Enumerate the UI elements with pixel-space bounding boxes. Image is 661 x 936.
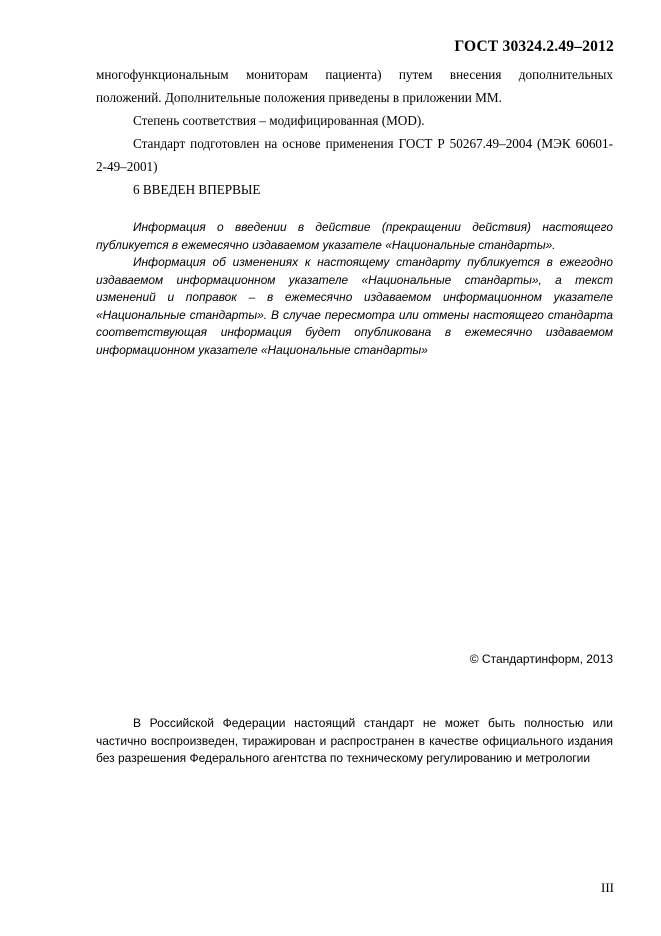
page-number: III	[601, 880, 614, 895]
continuation-line-1: многофункциональным мониторам пациента) путем внесения дополнительных	[96, 67, 613, 82]
publication-info-paragraph-2: Информация об изменениях к настоящему стандарту публикуется в ежегодно издаваемом информационном указателе «Национальные стандарты», а текст изменений и поправок – в ежемесячно издаваемом информационном указателе «Национальные стандарты». В случае пересмотра или отмены настоящего стандарта соответствующая информация будет опубликована в ежемесячно издаваемом информационном указателе «Национальные стандарты»	[96, 255, 613, 357]
reproduction-rights-notice: В Российской Федерации настоящий стандарт не может быть полностью или частично воспроизведен, тиражирован и распространен в качестве официального издания без разрешения Федерального агентства по техническому регулированию и метрологии	[96, 716, 613, 765]
continuation-line-2: положений. Дополнительные положения приведены в приложении ММ.	[96, 90, 502, 105]
introduced-first-time: 6 ВВЕДЕН ВПЕРВЫЕ	[133, 182, 261, 197]
copyright-notice: © Стандартинформ, 2013	[469, 652, 613, 666]
main-text-block	[96, 63, 613, 201]
prepared-basis-line-2: 2-49–2001)	[96, 159, 158, 174]
standard-code-header: ГОСТ 30324.2.49–2012	[454, 38, 614, 55]
publication-info-block	[96, 219, 613, 359]
publication-info-paragraph-1: Информация о введении в действие (прекращении действия) настоящего публикуется в ежемесячно издаваемом указателе «Национальные стандарты».	[96, 220, 613, 252]
prepared-basis-line-1: Стандарт подготовлен на основе применения ГОСТ Р 50267.49–2004 (МЭК 60601-	[133, 136, 613, 151]
conformity-degree: Степень соответствия – модифицированная (MOD).	[133, 113, 425, 128]
